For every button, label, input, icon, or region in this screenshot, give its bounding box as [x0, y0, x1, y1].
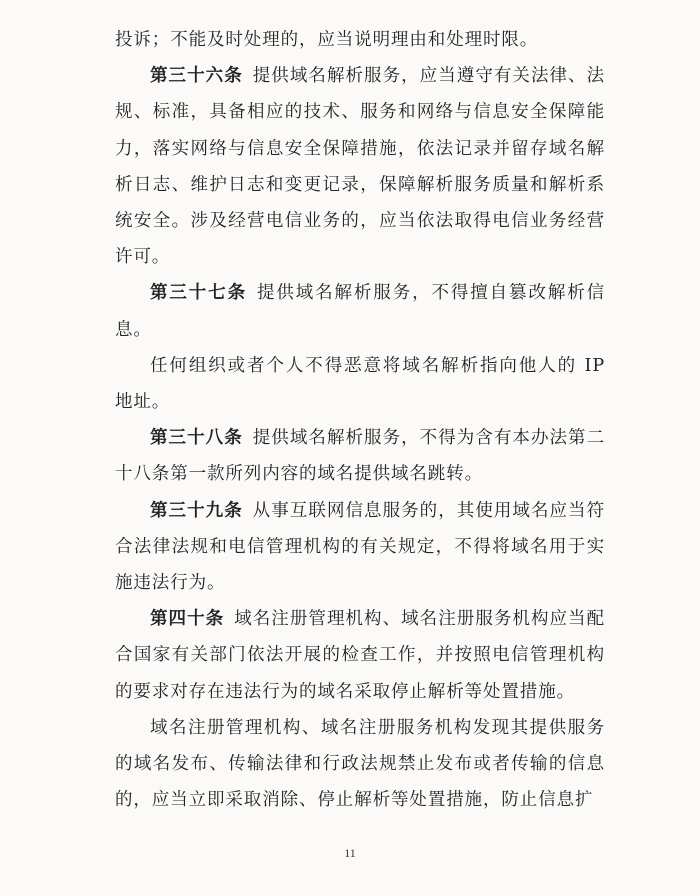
paragraph-text: 提供域名解析服务，不得擅自篡改解析信息。 [115, 283, 606, 340]
paragraph [115, 348, 605, 420]
paragraph [115, 601, 605, 710]
paragraph-text: 从事互联网信息服务的，其使用域名应当符合法律法规和电信管理机构的有关规定，不得将域名用于实施违法行为。 [115, 500, 606, 594]
document-body [115, 22, 605, 818]
paragraph [115, 275, 605, 347]
paragraph [115, 58, 605, 275]
article-heading: 第四十条 [150, 609, 225, 630]
paragraph [115, 493, 605, 602]
paragraph [115, 22, 605, 58]
page-number: 11 [344, 846, 356, 860]
paragraph-text: 任何组织或者个人不得恶意将域名解析指向他人的 IP 地址。 [115, 355, 605, 413]
paragraph-text: 提供域名解析服务，不得为含有本办法第二十八条第一款所列内容的域名提供域名跳转。 [115, 428, 606, 485]
paragraph-text: 提供域名解析服务，应当遵守有关法律、法规、标准，具备相应的技术、服务和网络与信息安全保障能力，落实网络与信息安全保障措施，依法记录并留存域名解析日志、维护日志和变更记录，保障解析服务质量和解析系统安全。涉及经营电信业务的，应当依法取得电信业务经营许可。 [115, 66, 606, 268]
article-heading: 第三十七条 [150, 283, 247, 304]
article-heading: 第三十八条 [150, 428, 243, 449]
paragraph-text: 域名注册管理机构、域名注册服务机构应当配合国家有关部门依法开展的检查工作，并按照电信管理机构的要求对存在违法行为的域名采取停止解析等处置措施。 [115, 609, 606, 702]
paragraph [115, 420, 605, 492]
article-heading: 第三十九条 [150, 500, 243, 521]
article-heading: 第三十六条 [150, 66, 243, 87]
paragraph [115, 710, 605, 819]
paragraph-text: 域名注册管理机构、域名注册服务机构发现其提供服务的域名发布、传输法律和行政法规禁止发布或者传输的信息的，应当立即采取消除、停止解析等处置措施，防止信息扩 [115, 717, 605, 811]
paragraph-text: 投诉；不能及时处理的，应当说明理由和处理时限。 [115, 30, 539, 50]
